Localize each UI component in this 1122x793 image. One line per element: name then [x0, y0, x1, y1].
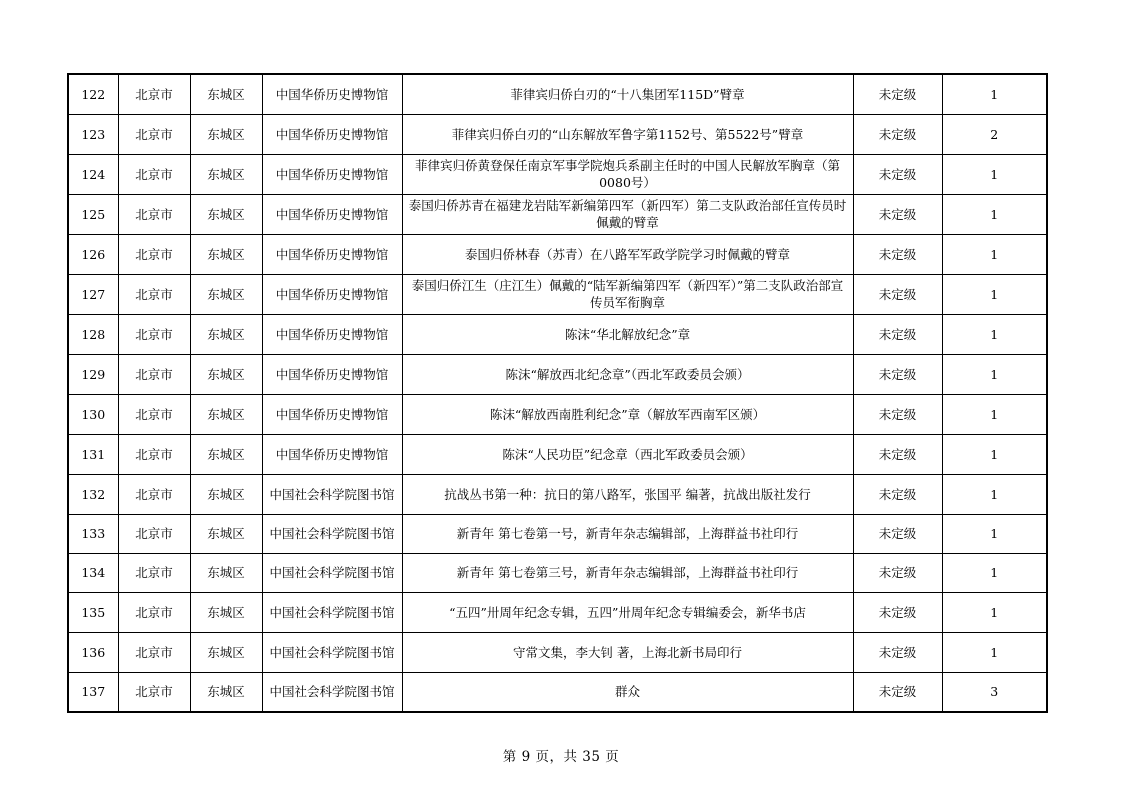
cell-number: 124	[68, 154, 118, 194]
cell-institution: 中国华侨历史博物馆	[262, 354, 402, 394]
cell-count: 1	[942, 234, 1047, 274]
table-row	[68, 354, 1047, 394]
cell-institution: 中国社会科学院图书馆	[262, 632, 402, 672]
cell-province: 北京市	[118, 194, 190, 234]
table-row	[68, 553, 1047, 592]
cell-number: 135	[68, 592, 118, 632]
cell-count: 1	[942, 434, 1047, 474]
cell-province: 北京市	[118, 354, 190, 394]
cell-item-name: 泰国归侨江生（庄江生）佩戴的“陆军新编第四军（新四军）”第二支队政治部宣传员军衔胸章	[402, 274, 853, 314]
cell-item-name: 陈沫“解放西南胜利纪念”章（解放军西南军区颁）	[402, 394, 853, 434]
cell-count: 2	[942, 114, 1047, 154]
cell-item-name: 新青年 第七卷第一号，新青年杂志编辑部，上海群益书社印行	[402, 514, 853, 553]
cell-item-name: 群众	[402, 672, 853, 712]
cell-province: 北京市	[118, 672, 190, 712]
cell-district: 东城区	[190, 234, 262, 274]
cell-district: 东城区	[190, 74, 262, 114]
cell-count: 1	[942, 274, 1047, 314]
collection-table	[67, 73, 1048, 713]
cell-province: 北京市	[118, 434, 190, 474]
cell-number: 130	[68, 394, 118, 434]
cell-item-name: 泰国归侨林春（苏青）在八路军军政学院学习时佩戴的臂章	[402, 234, 853, 274]
cell-grade: 未定级	[853, 74, 942, 114]
cell-count: 1	[942, 354, 1047, 394]
cell-province: 北京市	[118, 74, 190, 114]
cell-count: 1	[942, 553, 1047, 592]
table-row	[68, 314, 1047, 354]
cell-province: 北京市	[118, 632, 190, 672]
cell-item-name: 守常文集，李大钊 著，上海北新书局印行	[402, 632, 853, 672]
table-row	[68, 74, 1047, 114]
cell-number: 127	[68, 274, 118, 314]
cell-district: 东城区	[190, 672, 262, 712]
cell-institution: 中国华侨历史博物馆	[262, 194, 402, 234]
cell-province: 北京市	[118, 234, 190, 274]
cell-institution: 中国社会科学院图书馆	[262, 592, 402, 632]
table-row	[68, 592, 1047, 632]
cell-grade: 未定级	[853, 274, 942, 314]
cell-institution: 中国华侨历史博物馆	[262, 314, 402, 354]
cell-item-name: 陈沫“解放西北纪念章”（西北军政委员会颁）	[402, 354, 853, 394]
cell-institution: 中国华侨历史博物馆	[262, 114, 402, 154]
cell-number: 136	[68, 632, 118, 672]
cell-institution: 中国华侨历史博物馆	[262, 394, 402, 434]
cell-grade: 未定级	[853, 154, 942, 194]
cell-grade: 未定级	[853, 194, 942, 234]
cell-number: 133	[68, 514, 118, 553]
cell-district: 东城区	[190, 553, 262, 592]
cell-province: 北京市	[118, 154, 190, 194]
cell-institution: 中国华侨历史博物馆	[262, 234, 402, 274]
cell-institution: 中国华侨历史博物馆	[262, 154, 402, 194]
cell-institution: 中国社会科学院图书馆	[262, 474, 402, 514]
cell-item-name: 泰国归侨苏青在福建龙岩陆军新编第四军（新四军）第二支队政治部任宣传员时佩戴的臂章	[402, 194, 853, 234]
cell-item-name: 菲律宾归侨黄登保任南京军事学院炮兵系副主任时的中国人民解放军胸章（第0080号）	[402, 154, 853, 194]
page-footer: 第 9 页，共 35 页	[502, 749, 620, 765]
cell-number: 122	[68, 74, 118, 114]
cell-grade: 未定级	[853, 234, 942, 274]
cell-number: 126	[68, 234, 118, 274]
cell-count: 1	[942, 632, 1047, 672]
cell-province: 北京市	[118, 394, 190, 434]
cell-district: 东城区	[190, 154, 262, 194]
table-row	[68, 632, 1047, 672]
cell-district: 东城区	[190, 314, 262, 354]
table-row	[68, 194, 1047, 234]
cell-count: 1	[942, 74, 1047, 114]
cell-province: 北京市	[118, 114, 190, 154]
cell-count: 1	[942, 194, 1047, 234]
cell-number: 128	[68, 314, 118, 354]
table-row	[68, 434, 1047, 474]
cell-grade: 未定级	[853, 553, 942, 592]
cell-province: 北京市	[118, 274, 190, 314]
cell-institution: 中国社会科学院图书馆	[262, 672, 402, 712]
cell-district: 东城区	[190, 474, 262, 514]
cell-item-name: 菲律宾归侨白刃的“山东解放军鲁字第1152号、第5522号”臂章	[402, 114, 853, 154]
cell-count: 1	[942, 592, 1047, 632]
cell-province: 北京市	[118, 592, 190, 632]
cell-number: 137	[68, 672, 118, 712]
cell-grade: 未定级	[853, 114, 942, 154]
cell-grade: 未定级	[853, 434, 942, 474]
cell-grade: 未定级	[853, 632, 942, 672]
cell-province: 北京市	[118, 314, 190, 354]
cell-province: 北京市	[118, 514, 190, 553]
cell-province: 北京市	[118, 474, 190, 514]
cell-number: 131	[68, 434, 118, 474]
table-row	[68, 274, 1047, 314]
cell-grade: 未定级	[853, 354, 942, 394]
cell-count: 1	[942, 514, 1047, 553]
cell-institution: 中国华侨历史博物馆	[262, 74, 402, 114]
cell-count: 1	[942, 154, 1047, 194]
cell-item-name: 新青年 第七卷第三号，新青年杂志编辑部，上海群益书社印行	[402, 553, 853, 592]
table-row	[68, 114, 1047, 154]
cell-district: 东城区	[190, 194, 262, 234]
cell-institution: 中国社会科学院图书馆	[262, 553, 402, 592]
cell-count: 1	[942, 314, 1047, 354]
cell-district: 东城区	[190, 394, 262, 434]
table-row	[68, 474, 1047, 514]
table-row	[68, 394, 1047, 434]
cell-province: 北京市	[118, 553, 190, 592]
cell-item-name: 陈沫“人民功臣”纪念章（西北军政委员会颁）	[402, 434, 853, 474]
cell-item-name: “五四”卅周年纪念专辑，五四”卅周年纪念专辑编委会，新华书店	[402, 592, 853, 632]
cell-institution: 中国华侨历史博物馆	[262, 434, 402, 474]
cell-item-name: 陈沫“华北解放纪念”章	[402, 314, 853, 354]
table-row	[68, 514, 1047, 553]
cell-count: 3	[942, 672, 1047, 712]
cell-item-name: 抗战丛书第一种：抗日的第八路军，张国平 编著，抗战出版社发行	[402, 474, 853, 514]
cell-number: 134	[68, 553, 118, 592]
cell-institution: 中国华侨历史博物馆	[262, 274, 402, 314]
table-row	[68, 234, 1047, 274]
cell-district: 东城区	[190, 354, 262, 394]
cell-grade: 未定级	[853, 314, 942, 354]
cell-number: 129	[68, 354, 118, 394]
cell-item-name: 菲律宾归侨白刃的“十八集团军115D”臂章	[402, 74, 853, 114]
cell-district: 东城区	[190, 592, 262, 632]
cell-grade: 未定级	[853, 514, 942, 553]
cell-district: 东城区	[190, 114, 262, 154]
cell-number: 123	[68, 114, 118, 154]
cell-district: 东城区	[190, 514, 262, 553]
cell-number: 125	[68, 194, 118, 234]
table-body	[68, 74, 1047, 712]
cell-grade: 未定级	[853, 474, 942, 514]
cell-grade: 未定级	[853, 592, 942, 632]
cell-district: 东城区	[190, 274, 262, 314]
cell-grade: 未定级	[853, 672, 942, 712]
table-row	[68, 672, 1047, 712]
cell-grade: 未定级	[853, 394, 942, 434]
cell-count: 1	[942, 474, 1047, 514]
table-row	[68, 154, 1047, 194]
cell-institution: 中国社会科学院图书馆	[262, 514, 402, 553]
cell-count: 1	[942, 394, 1047, 434]
cell-district: 东城区	[190, 632, 262, 672]
cell-district: 东城区	[190, 434, 262, 474]
cell-number: 132	[68, 474, 118, 514]
